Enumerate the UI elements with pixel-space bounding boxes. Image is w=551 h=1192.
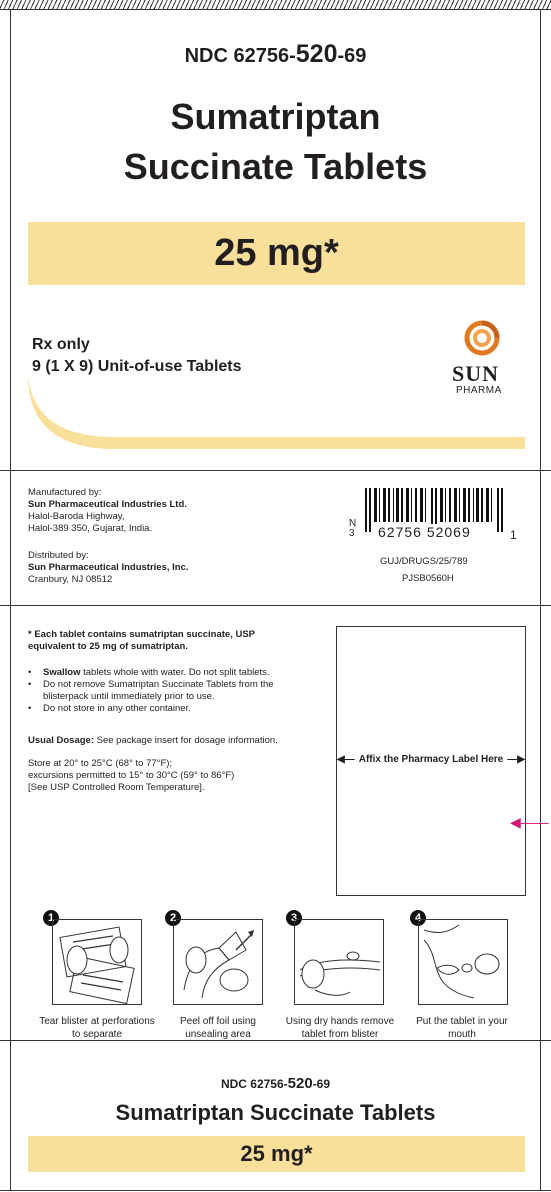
step-1-illustration [52, 919, 142, 1005]
logo-sun-text: SUN [452, 361, 500, 386]
step-2-caption: Peel off foil using unsealing area [180, 1016, 256, 1040]
peel-foil-icon [174, 920, 262, 1004]
pharmacy-label-box [336, 626, 526, 896]
barcode-left-digit: N 3 [349, 518, 357, 539]
manufacturer-block [28, 487, 187, 535]
usual-dosage: Usual Dosage: See package insert for dosage information. [28, 735, 278, 746]
step-3-illustration [294, 919, 384, 1005]
remove-tablet-icon [295, 920, 383, 1004]
license-number: GUJ/DRUGS/25/789 [380, 556, 468, 567]
footnote: * Each tablet contains sumatriptan succinate, USP equivalent to 25 mg of sumatriptan. [28, 629, 255, 652]
distributor-block [28, 550, 189, 586]
mfg-addr1: Halol-Baroda Highway, [28, 511, 125, 522]
bullet-2: • Do not remove Sumatriptan Succinate Tablets from the blisterpack until immediately prior to use. [28, 679, 274, 702]
dist-name: Sun Pharmaceutical Industries, Inc. [28, 562, 189, 573]
barcode-check-digit: 1 [510, 528, 517, 542]
step-3-number: 3 [286, 910, 302, 926]
step-2-number: 2 [165, 910, 181, 926]
front-strength-band [28, 222, 525, 285]
bottom-edge [0, 1190, 551, 1191]
step-4-number: 4 [410, 910, 426, 926]
logo-pharma-text: PHARMA [456, 385, 502, 396]
bullet-1: • Swallow tablets whole with water. Do not split tablets. [28, 667, 270, 678]
blister-tear-icon [53, 920, 141, 1004]
step-4-illustration [418, 919, 508, 1005]
take-tablet-icon [419, 920, 507, 1004]
bottom-strength-band [28, 1136, 525, 1172]
bottom-ndc: NDC 62756-520-69 [220, 1075, 331, 1092]
top-hatch-border [0, 0, 551, 10]
pink-arrow-icon: ◀—— [510, 814, 549, 830]
barcode-digits: 62756 52069 [378, 524, 471, 540]
mfg-name: Sun Pharmaceutical Industries Ltd. [28, 499, 187, 510]
front-ndc: NDC 62756-520-69 [184, 40, 367, 68]
step-3-caption: Using dry hands remove tablet from blister [285, 1016, 395, 1040]
bottom-title: Sumatriptan Succinate Tablets [115, 1100, 436, 1125]
front-strength: 25 mg* [214, 232, 339, 274]
step-1-number: 1 [43, 910, 59, 926]
front-title-line2: Succinate Tablets [123, 146, 428, 187]
step-4-caption: Put the tablet in your mouth [416, 1016, 508, 1040]
bottom-strength: 25 mg* [240, 1141, 313, 1166]
dist-addr: Cranbury, NJ 08512 [28, 574, 113, 585]
storage-block: Store at 20° to 25°C (68° to 77°F); excursions permitted to 15° to 30°C (59° to 86°F) [See USP Controlled Room Temperature]. [28, 758, 235, 793]
instruction-bullets [28, 667, 308, 715]
bullet-3: • Do not store in any other container. [28, 703, 191, 714]
mfg-heading: Manufactured by: [28, 487, 102, 498]
rx-only: Rx only [32, 336, 90, 353]
product-code: PJSB0560H [402, 573, 454, 584]
left-arrow-icon: ◀— [337, 754, 355, 765]
step-1-caption: Tear blister at perforations to separate [39, 1016, 155, 1040]
step-2-illustration [173, 919, 263, 1005]
dist-heading: Distributed by: [28, 550, 89, 561]
right-arrow-icon: —▶ [507, 754, 525, 765]
sun-logo-icon [462, 318, 502, 358]
tablet-count: 9 (1 X 9) Unit-of-use Tablets [32, 358, 242, 375]
affix-label-row: ◀— Affix the Pharmacy Label Here —▶ [337, 754, 525, 765]
mfg-addr2: Halol-389 350, Gujarat, India. [28, 523, 153, 534]
front-title-line1: Sumatriptan [170, 96, 381, 137]
